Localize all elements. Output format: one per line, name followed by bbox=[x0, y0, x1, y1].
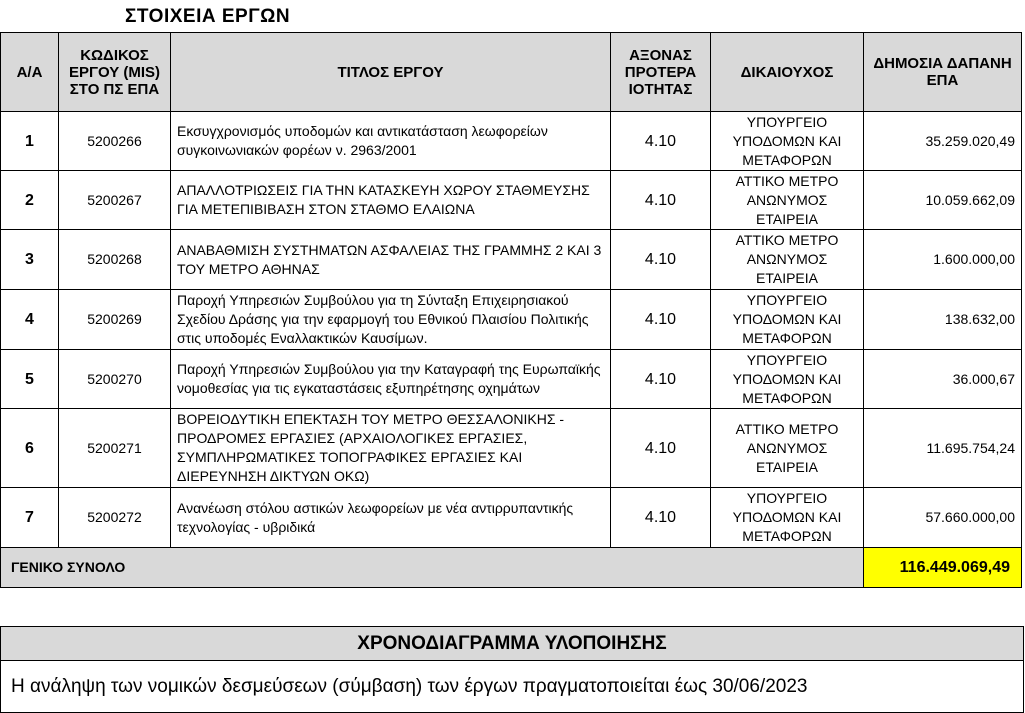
row-aa: 2 bbox=[1, 171, 59, 230]
row-title: ΑΝΑΒΑΘΜΙΣΗ ΣΥΣΤΗΜΑΤΩΝ ΑΣΦΑΛΕΙΑΣ ΤΗΣ ΓΡΑΜΜΗΣ 2 ΚΑΙ 3 ΤΟΥ ΜΕΤΡΟ ΑΘΗΝΑΣ bbox=[171, 230, 611, 290]
row-aa: 1 bbox=[1, 112, 59, 171]
row-mis: 5200271 bbox=[59, 409, 171, 488]
row-aa: 5 bbox=[1, 350, 59, 409]
total-value: 116.449.069,49 bbox=[864, 548, 1022, 588]
table-row bbox=[1, 230, 1022, 290]
row-title: ΑΠΑΛΛΟΤΡΙΩΣΕΙΣ ΓΙΑ ΤΗΝ ΚΑΤΑΣΚΕΥΗ ΧΩΡΟΥ ΣΤΑΘΜΕΥΣΗΣ ΓΙΑ ΜΕΤΕΠΙΒΙΒΑΣΗ ΣΤΟΝ ΣΤΑΘΜΟ ΕΛΑΙΩΝΑ bbox=[171, 171, 611, 230]
row-expenditure: 11.695.754,24 bbox=[864, 409, 1022, 488]
table-row bbox=[1, 290, 1022, 350]
row-expenditure: 57.660.000,00 bbox=[864, 488, 1022, 548]
row-axis: 4.10 bbox=[611, 350, 711, 409]
header-expenditure: ΔΗΜΟΣΙΑ ΔΑΠΑΝΗ ΕΠΑ bbox=[864, 33, 1022, 112]
row-mis: 5200266 bbox=[59, 112, 171, 171]
header-beneficiary: ΔΙΚΑΙΟΥΧΟΣ bbox=[711, 33, 864, 112]
row-aa: 6 bbox=[1, 409, 59, 488]
header-title: ΤΙΤΛΟΣ ΕΡΓΟΥ bbox=[171, 33, 611, 112]
row-title: Ανανέωση στόλου αστικών λεωφορείων με νέα αντιρρυπαντικής τεχνολογίας - υβριδικά bbox=[171, 488, 611, 548]
row-axis: 4.10 bbox=[611, 230, 711, 290]
section-title: ΣΤΟΙΧΕΙΑ ΕΡΓΩΝ bbox=[125, 6, 291, 27]
row-title: Παροχή Υπηρεσιών Συμβούλου για τη Σύνταξη Επιχειρησιακού Σχεδίου Δράσης για την εφαρμογή του Εθνικού Πλαισίου Πολιτικής στις υποδομές Εναλλακτικών Καυσίμων. bbox=[171, 290, 611, 350]
row-axis: 4.10 bbox=[611, 112, 711, 171]
header-mis: ΚΩΔΙΚΟΣ ΕΡΓΟΥ (MIS) ΣΤΟ ΠΣ ΕΠΑ bbox=[59, 33, 171, 112]
schedule-heading: ΧΡΟΝΟΔΙΑΓΡΑΜΜΑ ΥΛΟΠΟΙΗΣΗΣ bbox=[1, 627, 1024, 661]
row-title: Παροχή Υπηρεσιών Συμβούλου για την Καταγραφή της Ευρωπαϊκής νομοθεσίας για τις εγκαταστάσεις εξυπηρέτησης οχημάτων bbox=[171, 350, 611, 409]
table-row bbox=[1, 171, 1022, 230]
table-row bbox=[1, 409, 1022, 488]
total-label: ΓΕΝΙΚΟ ΣΥΝΟΛΟ bbox=[1, 548, 864, 588]
row-expenditure: 10.059.662,09 bbox=[864, 171, 1022, 230]
row-axis: 4.10 bbox=[611, 409, 711, 488]
schedule-table bbox=[0, 626, 1024, 713]
row-mis: 5200270 bbox=[59, 350, 171, 409]
row-mis: 5200267 bbox=[59, 171, 171, 230]
row-title: Εκσυγχρονισμός υποδομών και αντικατάσταση λεωφορείων συγκοινωνιακών φορέων ν. 2963/2001 bbox=[171, 112, 611, 171]
projects-table bbox=[0, 32, 1022, 588]
row-axis: 4.10 bbox=[611, 488, 711, 548]
header-aa: Α/Α bbox=[1, 33, 59, 112]
header-axis: ΑΞΟΝΑΣ ΠΡΟΤΕΡΑ ΙΟΤΗΤΑΣ bbox=[611, 33, 711, 112]
total-row bbox=[1, 548, 1022, 588]
row-beneficiary: ΥΠΟΥΡΓΕΙΟ ΥΠΟΔΟΜΩΝ ΚΑΙ ΜΕΤΑΦΟΡΩΝ bbox=[711, 112, 864, 171]
row-aa: 7 bbox=[1, 488, 59, 548]
table-row bbox=[1, 488, 1022, 548]
row-expenditure: 35.259.020,49 bbox=[864, 112, 1022, 171]
row-title: ΒΟΡΕΙΟΔΥΤΙΚΗ ΕΠΕΚΤΑΣΗ ΤΟΥ ΜΕΤΡΟ ΘΕΣΣΑΛΟΝΙΚΗΣ - ΠΡΟΔΡΟΜΕΣ ΕΡΓΑΣΙΕΣ (ΑΡΧΑΙΟΛΟΓΙΚΕΣ ΕΡΓΑΣΙΕΣ, ΣΥΜΠΛΗΡΩΜΑΤΙΚΕΣ ΤΟΠΟΓΡΑΦΙΚΕΣ ΕΡΓΑΣΙΕΣ ΚΑΙ ΔΙΕΡΕΥΝΗΣΗ ΔΙΚΤΥΩΝ ΟΚΩ) bbox=[171, 409, 611, 488]
table-header-row bbox=[1, 33, 1022, 112]
row-mis: 5200272 bbox=[59, 488, 171, 548]
row-beneficiary: ΥΠΟΥΡΓΕΙΟ ΥΠΟΔΟΜΩΝ ΚΑΙ ΜΕΤΑΦΟΡΩΝ bbox=[711, 488, 864, 548]
schedule-text: Η ανάληψη των νομικών δεσμεύσεων (σύμβαση) των έργων πραγματοποιείται έως 30/06/2023 bbox=[1, 661, 1024, 713]
row-beneficiary: ΑΤΤΙΚΟ ΜΕΤΡΟ ΑΝΩΝΥΜΟΣ ΕΤΑΙΡΕΙΑ bbox=[711, 171, 864, 230]
row-beneficiary: ΑΤΤΙΚΟ ΜΕΤΡΟ ΑΝΩΝΥΜΟΣ ΕΤΑΙΡΕΙΑ bbox=[711, 409, 864, 488]
row-mis: 5200268 bbox=[59, 230, 171, 290]
row-aa: 3 bbox=[1, 230, 59, 290]
row-mis: 5200269 bbox=[59, 290, 171, 350]
table-row bbox=[1, 112, 1022, 171]
row-axis: 4.10 bbox=[611, 171, 711, 230]
row-aa: 4 bbox=[1, 290, 59, 350]
row-expenditure: 138.632,00 bbox=[864, 290, 1022, 350]
row-beneficiary: ΥΠΟΥΡΓΕΙΟ ΥΠΟΔΟΜΩΝ ΚΑΙ ΜΕΤΑΦΟΡΩΝ bbox=[711, 290, 864, 350]
row-axis: 4.10 bbox=[611, 290, 711, 350]
table-row bbox=[1, 350, 1022, 409]
row-expenditure: 36.000,67 bbox=[864, 350, 1022, 409]
row-beneficiary: ΥΠΟΥΡΓΕΙΟ ΥΠΟΔΟΜΩΝ ΚΑΙ ΜΕΤΑΦΟΡΩΝ bbox=[711, 350, 864, 409]
row-beneficiary: ΑΤΤΙΚΟ ΜΕΤΡΟ ΑΝΩΝΥΜΟΣ ΕΤΑΙΡΕΙΑ bbox=[711, 230, 864, 290]
row-expenditure: 1.600.000,00 bbox=[864, 230, 1022, 290]
